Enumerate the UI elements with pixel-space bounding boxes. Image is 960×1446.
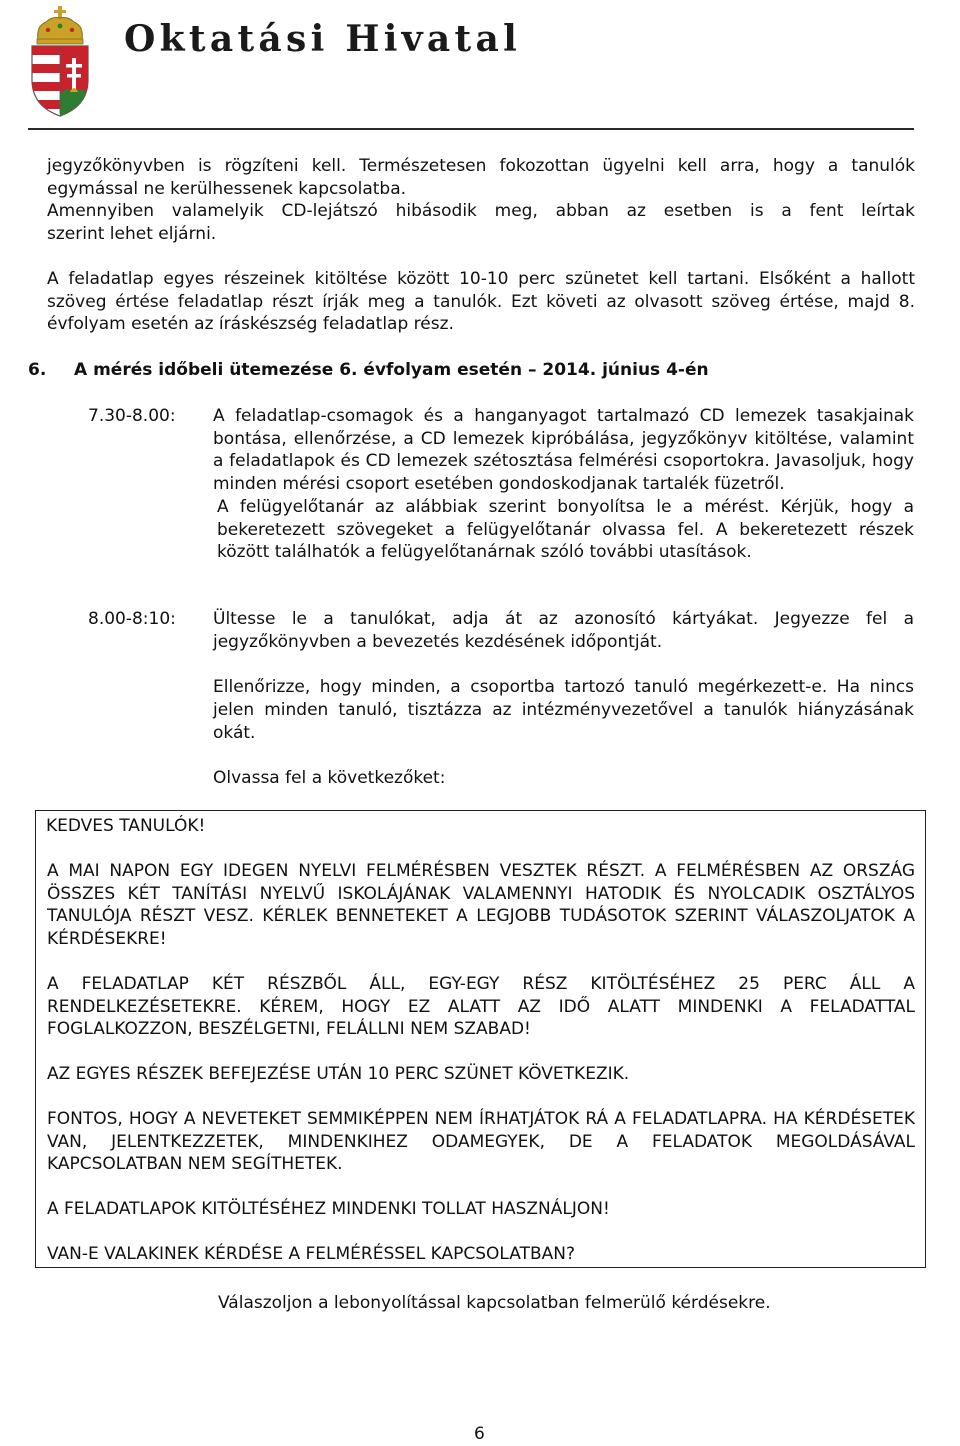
schedule-time: 8.00-8:10: xyxy=(88,609,176,629)
schedule-paragraph: Ellenőrizze, hogy minden, a csoportba tartozó tanuló megérkezett-e. Ha nincs jelen minden tanuló, tisztázza az intézményvezetővel a tanulók hiányzásának okát. xyxy=(213,677,914,743)
read-aloud-text: A FELADATLAPOK KITÖLTÉSÉHEZ MINDENKI TOLLAT HASZNÁLJON! xyxy=(47,1199,610,1219)
read-aloud-paragraph xyxy=(47,1063,915,1086)
header-divider xyxy=(28,128,914,130)
schedule-paragraph: A felügyelőtanár az alábbiak szerint bonyolítsa le a mérést. Kérjük, hogy a bekeretezett szövegeket a felügyelőtanár olvassa fel. A bekeretezett részek között találhatók a felügyelőtanárnak szóló további utasítások. xyxy=(217,496,914,563)
intro-line: szerint lehet eljárni. xyxy=(47,224,217,245)
closing-instruction: Válaszoljon a lebonyolítással kapcsolatban felmerülő kérdésekre. xyxy=(218,1293,771,1313)
intro-line: egymással ne kerülhessenek kapcsolatba. xyxy=(47,178,407,199)
hungarian-coat-of-arms-icon xyxy=(28,6,92,118)
page-number: 6 xyxy=(474,1424,485,1444)
read-aloud-text: AZ EGYES RÉSZEK BEFEJEZÉSE UTÁN 10 PERC SZÜNET KÖVETKEZIK. xyxy=(47,1064,630,1084)
intro-paragraph-1 xyxy=(47,155,915,246)
read-aloud-text: A MAI NAPON EGY IDEGEN NYELVI FELMÉRÉSBEN VESZTEK RÉSZT. A FELMÉRÉSBEN AZ ORSZÁG ÖSSZES KÉT TANÍTÁSI NYELVŰ ISKOLÁJÁNAK VALAMENNYI HATODIK ÉS NYOLCADIK OSZTÁLYOS TANULÓJA RÉSZT VESZ. KÉRLEK BENNETEKET A LEGJOBB TUDÁSOTOK SZERINT VÁLASZOLJATOK A KÉRDÉSEKRE! xyxy=(47,861,915,950)
read-aloud-paragraph xyxy=(47,1108,915,1176)
read-aloud-paragraph xyxy=(47,973,915,1041)
read-aloud-text: FONTOS, HOGY A NEVETEKET SEMMIKÉPPEN NEM ÍRHATJÁTOK RÁ A FELADATLAPRA. HA KÉRDÉSETEK VAN, JELENTKEZZETEK, MINDENKIHEZ ODAMEGYEK, DE A FELADATOK MEGOLDÁSÁVAL KAPCSOLATBAN NEM SEGÍTHETEK. xyxy=(47,1109,915,1175)
intro-line: Amennyiben valamelyik CD-lejátszó hibásodik meg, abban az esetben is a fent leírtak xyxy=(47,201,915,222)
read-aloud-text: A FELADATLAP KÉT RÉSZBŐL ÁLL, EGY-EGY RÉSZ KITÖLTÉSÉHEZ 25 PERC ÁLL A RENDELKEZÉSETEKRE. KÉREM, HOGY EZ ALATT AZ IDŐ ALATT MINDENKI A FELADATTAL FOGLALKOZZON, BESZÉLGETNI, FELÁLLNI NEM SZABAD! xyxy=(47,974,915,1040)
schedule-paragraph: A feladatlap-csomagok és a hanganyagot tartalmazó CD lemezek tasakjainak bontása, ellenőrzése, a CD lemezek kipróbálása, jegyzőkönyv kitöltése, valamint a feladatlapok és CD lemezek szétosztása felmérési csoportokra. Javasoljuk, hogy minden mérési csoport esetében gondoskodjanak tartalék füzetről. xyxy=(213,406,914,495)
schedule-time: 7.30-8.00: xyxy=(88,406,176,426)
section-heading xyxy=(28,359,709,382)
read-aloud-greeting: KEDVES TANULÓK! xyxy=(46,816,206,836)
schedule-paragraph: Ültesse le a tanulókat, adja át az azonosító kártyákat. Jegyezze fel a jegyzőkönyvben a bevezetés kezdésének időpontját. xyxy=(213,609,914,652)
schedule-description xyxy=(213,405,914,564)
intro-paragraph-2 xyxy=(47,268,915,336)
intro-line: jegyzőkönyvben is rögzíteni kell. Természetesen fokozottan ügyelni kell arra, hogy a tanulók xyxy=(47,156,915,176)
intro-paragraph-text: A feladatlap egyes részeinek kitöltése között 10-10 perc szünetet kell tartani. Elsőként a hallott szöveg értése feladatlap részt írják meg a tanulók. Ezt követi az olvasott szöveg értése, majd 8. évfolyam esetén az íráskészség feladatlap rész. xyxy=(47,269,915,335)
organization-title: Oktatási Hivatal xyxy=(124,18,522,60)
section-title: A mérés időbeli ütemezése 6. évfolyam esetén – 2014. június 4-én xyxy=(74,360,709,380)
schedule-paragraph: Olvassa fel a következőket: xyxy=(213,767,446,788)
read-aloud-paragraph xyxy=(47,860,915,951)
read-aloud-paragraph xyxy=(47,1243,915,1266)
schedule-description xyxy=(213,608,914,790)
read-aloud-text: VAN-E VALAKINEK KÉRDÉSE A FELMÉRÉSSEL KAPCSOLATBAN? xyxy=(47,1244,576,1264)
page-header xyxy=(28,6,928,131)
section-number: 6. xyxy=(28,360,47,380)
read-aloud-paragraph xyxy=(47,1198,915,1221)
